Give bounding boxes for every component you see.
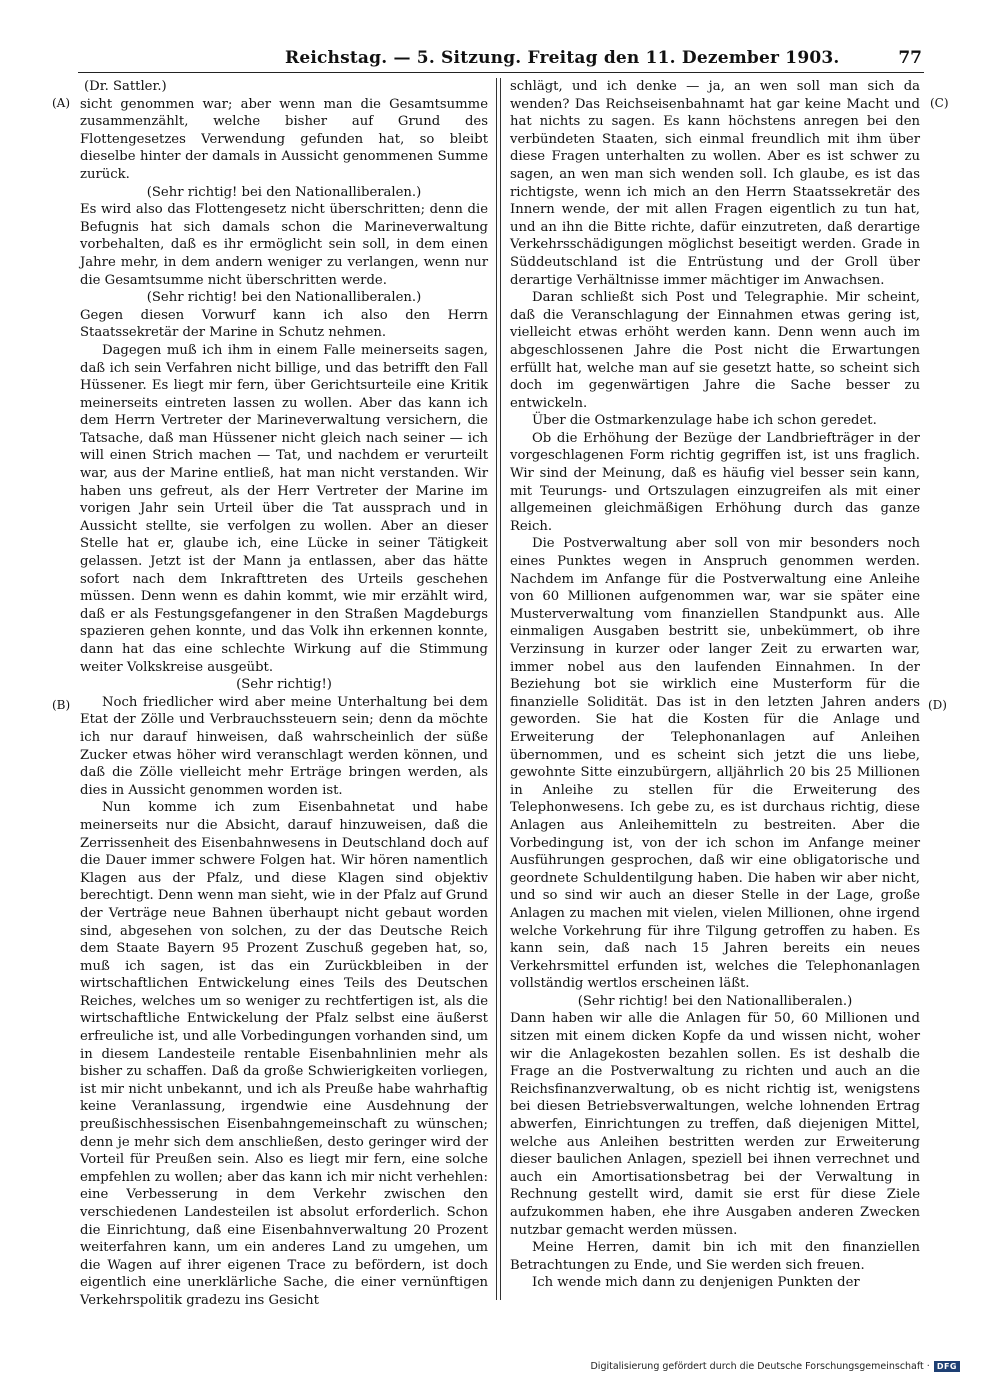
interjection: (Sehr richtig! bei den Nationalliberalen.) (577, 993, 853, 1009)
margin-marker-c: (C) (930, 96, 949, 110)
header-rule (78, 72, 924, 73)
paragraph: Noch friedlicher wird aber meine Unterhaltung bei dem Etat der Zölle und Verbrauchssteuern sein; denn da möchte ich nur darauf hinweisen, daß wahrscheinlich der süße Zucker etwas höher wird veranschlagt werden können, und daß die Zölle vielleicht mehr Erträge bringen werden, als dies in Aussicht genommen worden ist. (80, 694, 488, 798)
margin-marker-d: (D) (928, 698, 947, 712)
paragraph: Daran schließt sich Post und Telegraphie. Mir scheint, daß die Veranschlagung der Einnahmen etwas gering ist, vielleicht etwas erhöht werden kann. Denn wenn auch im abgeschlossenen Jahre die Post nicht die Erwartungen erfüllt hat, welche man auf sie gesetzt hatte, so scheint sich doch im gegenwärtigen Jahre die Sache besser zu entwickeln. (510, 290, 920, 411)
column-divider (496, 78, 497, 1300)
interjection: (Sehr richtig! bei den Nationalliberalen.) (146, 290, 422, 306)
dfg-logo: DFG (934, 1361, 960, 1372)
page-header (80, 48, 922, 72)
margin-marker-a: (A) (52, 96, 71, 110)
paragraph: Ich wende mich dann zu denjenigen Punkten der (532, 1275, 860, 1291)
page-number: 77 (898, 48, 922, 68)
paragraph: Dagegen muß ich ihm in einem Falle meinerseits sagen, daß ich sein Verfahren nicht billige, und das betrifft den Fall Hüssener. Es liegt mir fern, über Gerichtsurteile eine Kritik meinerseits eintreten lassen zu wollen. Aber das kann ich dem Herrn Vertreter der Marineverwaltung versichern, die Tatsache, daß man Hüssener nicht gleich nach seiner — ich will einen Strich machen — Tat, und nachdem er verurteilt war, aus der Marine entließ, hat man nicht verstanden. Wir haben uns gefreut, als der Herr Vertreter der Marine im vorigen Jahr sein Urteil über die Tat aussprach und in Aussicht stellte, sie verfolgen zu wollen. Aber an dieser Stelle hat er, glaube ich, eine Lücke in seiner Tätigkeit gelassen. Jetzt ist der Mann ja entlassen, aber das hätte sofort nach dem Inkrafttreten des Urteils geschehen müssen. Denn wenn es dahin kommt, wie mir erzählt wird, daß er als Festungsgefangener in den Straßen Magdeburgs spazieren gehen konnte, und das Volk ihn erkennen konnte, dann hat das eine schlechte Wirkung auf die Stimmung weiter Volkskreise ausgeübt. (80, 342, 488, 675)
running-title: Reichstag. — 5. Sitzung. Freitag den 11. Dezember 1903. (285, 48, 840, 68)
paragraph: Meine Herren, damit bin ich mit den finanziellen Betrachtungen zu Ende, und Sie werden sich freuen. (510, 1240, 920, 1273)
right-column (510, 78, 920, 1300)
funding-credit: Digitalisierung gefördert durch die Deutsche Forschungsgemeinschaft · (590, 1361, 930, 1372)
paragraph: Nun komme ich zum Eisenbahnetat und habe meinerseits nur die Absicht, darauf hinzuweisen, daß die Zerrissenheit des Eisenbahnwesens in Deutschland doch auf die Dauer immer schwere Folgen hat. Wir hören namentlich Klagen aus der Pfalz, und diese Klagen sind objektiv berechtigt. Denn wenn man sieht, wie in der Pfalz auf Grund der Verträge neue Bahnen überhaupt nicht gebaut worden sind, abgesehen von solchen, zu der das Deutsche Reich dem Staate Bayern 95 Prozent Zuschuß gegeben hat, so, muß ich sagen, ist das ein Zurückbleiben in der wirtschaftlichen Entwickelung eines Teils des Deutschen Reiches, welches um so weniger zu rechtfertigen ist, als die wirtschaftliche Entwickelung der Pfalz selbst eine äußerst erfreuliche ist, und alle Vorbedingungen vorhanden sind, um in diesem Landesteile rentable Eisenbahnlinien mehr als bisher zu schaffen. Daß da große Schwierigkeiten vorliegen, ist mir nicht unbekannt, und ich als Preuße habe wahrhaftig keine Veranlassung, irgendwie eine Ausdehnung der preußischhessischen Eisenbahngemeinschaft zu wünschen; denn je mehr sich dem anschließen, desto geringer wird der Vorteil für Preußen sein. Also es liegt mir fern, eine solche empfehlen zu wollen; aber das kann ich mir nicht verhehlen: eine Verbesserung in dem Verkehr zwischen den verschiedenen Landesteilen ist absolut erforderlich. Schon die Einrichtung, daß eine Eisenbahnverwaltung 20 Prozent weiterfahren kann, um ein anderes Land zu umgehen, um die Wagen auf ihrer eigenen Trace zu befördern, ist doch eigentlich eine unerklärliche Sache, die einer vernünftigen Verkehrspolitik gradezu ins Gesicht (80, 800, 488, 1308)
paragraph: sicht genommen war; aber wenn man die Gesamtsumme zusammenzählt, welche bisher auf Grund des Flottengesetzes Verwendung gefunden hat, so bleibt dieselbe hinter der damals in Aussicht genommenen Summe zurück. (80, 96, 488, 182)
interjection: (Sehr richtig!) (236, 677, 332, 693)
left-column (80, 78, 488, 1308)
column-divider-inner (500, 78, 501, 1300)
speaker-name: (Dr. Sattler.) (84, 79, 167, 94)
interjection: (Sehr richtig! bei den Nationalliberalen.) (146, 184, 422, 200)
margin-marker-b: (B) (52, 698, 71, 712)
paragraph: Über die Ostmarkenzulage habe ich schon geredet. (532, 413, 877, 429)
paragraph: Die Postverwaltung aber soll von mir besonders noch eines Punktes wegen in Anspruch genommen werden. Nachdem im Anfange für die Postverwaltung eine Anleihe von 60 Millionen aufgenommen war, war sie später eine Musterverwaltung vom finanziellen Standpunkt aus. Alle einmaligen Ausgaben bestritt sie, unbekümmert, ob ihre Verzinsung in kurzer oder langer Zeit zu erwarten war, immer nobel aus den laufenden Einnahmen. In der Beziehung bot sie wirklich eine Musterform für die finanzielle Solidität. Das ist in den letzten Jahren anders geworden. Sie hat die Kosten für die Anlage und Erweiterung der Telephonanlagen auf Anleihen übernommen, und es scheint sich jetzt die uns liebe, gewohnte Sitte einzubürgern, alljährlich 20 bis 25 Millionen in Anleihe zu stellen für die Erweiterung des Telephonwesens. Ich gebe zu, es ist durchaus richtig, diese Anlagen aus Anleihemitteln zu bestreiten. Aber die Vorbedingung ist, von der ich schon im Anfange meiner Ausführungen gesprochen, daß wir eine obligatorische und geordnete Schuldentilgung haben. Die haben wir aber nicht, und so sind wir auch an dieser Stelle in der Lage, große Anlagen zu machen mit vielen, vielen Millionen, ohne irgend welche Vorkehrung für ihre Tilgung getroffen zu haben. Es kann sein, daß nach 15 Jahren bereits ein neues Verkehrsmittel erfunden ist, welches die Telephonanlagen vollständig wertlos erscheinen läßt. (510, 536, 920, 992)
paragraph: schlägt, und ich denke — ja, an wen soll man sich da wenden? Das Reichseisenbahnamt hat gar keine Macht und hat nichts zu sagen. Es kann höchstens anregen bei den verbündeten Staaten, sich einmal freundlich mit ihm über diese Fragen unterhalten zu wollen. Aber es ist schwer zu sagen, an wen man sich wenden soll. Ich glaube, es ist das richtigste, wenn ich mich an den Herrn Staatssekretär des Innern wende, der mit allen Fragen eigentlich zu tun hat, und an ihn die Bitte richte, dafür einzutreten, daß derartige Verkehrsschädigungen möglichst beseitigt werden. Grade in Süddeutschland ist die Entrüstung und der Groll über derartige Verhältnisse immer mächtiger im Anwachsen. (510, 79, 920, 288)
paragraph: Dann haben wir alle die Anlagen für 50, 60 Millionen und sitzen mit einem dicken Kopfe da und wissen nicht, woher wir die Anlagekosten bezahlen sollen. Es ist deshalb die Frage an die Postverwaltung zu richten und auch an die Reichsfinanzverwaltung, ob es nicht richtig ist, wenigstens bei diesen Betriebsverwaltungen, welche lohnenden Ertrag abwerfen, Einrichtungen zu treffen, daß diejenigen Mittel, welche aus Anleihen bestritten werden zur Erweiterung dieser baulichen Anlagen, speziell bei ihnen verrechnet und auch ein Amortisationsbetrag bei der Verwaltung in Rechnung gestellt wird, damit sie erst für diese Ziele aufzukommen haben, ehe ihre Ausgaben anderen Zwecken nutzbar gemacht werden müssen. (510, 1011, 920, 1238)
paragraph: Ob die Erhöhung der Bezüge der Landbriefträger in der vorgeschlagenen Form richtig gegriffen ist, ist uns fraglich. Wir sind der Meinung, daß es häufig viel besser sein kann, mit Teurungs- und Ortszulagen einzugreifen als mit einer allgemeinen gleichmäßigen Erhöhung durch das ganze Reich. (510, 430, 920, 534)
paragraph: Gegen diesen Vorwurf kann ich also den Herrn Staatssekretär der Marine in Schutz nehmen. (80, 307, 488, 341)
footer (590, 1361, 960, 1372)
paragraph: Es wird also das Flottengesetz nicht überschritten; denn die Befugnis hat sich damals schon die Marineverwaltung vorbehalten, daß es ihr ermöglicht sein soll, in dem einen Jahre mehr, in dem andern weniger zu verlangen, wenn nur die Gesamtsumme nicht überschritten werde. (80, 202, 488, 288)
